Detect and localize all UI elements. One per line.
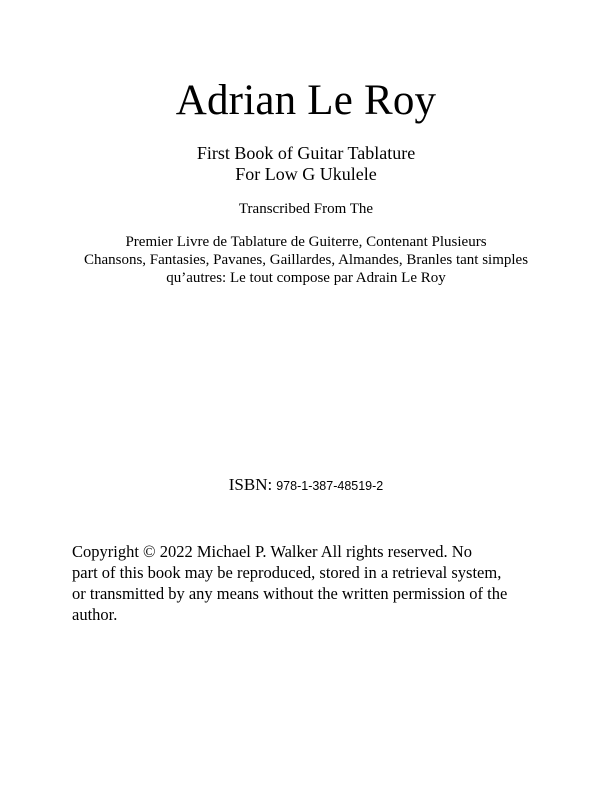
copyright-line-3: or transmitted by any means without the written permission of the — [72, 584, 508, 603]
copyright-line-4: author. — [72, 605, 118, 624]
book-author-title: Adrian Le Roy — [175, 77, 437, 124]
transcribed-from-label: Transcribed From The — [238, 201, 374, 217]
isbn-label: ISBN: — [228, 475, 273, 494]
isbn-line — [0, 475, 612, 496]
source-title-line-3: qu’autres: Le tout compose par Adrain Le Roy — [166, 270, 446, 286]
copyright-line-1: Copyright © 2022 Michael P. Walker All rights reserved. No — [72, 542, 472, 561]
isbn-number: 978-1-387-48519-2 — [276, 479, 384, 493]
book-subtitle-line-1: First Book of Guitar Tablature — [196, 143, 416, 163]
book-subtitle-line-2: For Low G Ukulele — [235, 164, 377, 184]
source-title-line-2: Chansons, Fantasies, Pavanes, Gaillardes, Almandes, Branles tant simples — [83, 252, 529, 268]
source-title-line-1: Premier Livre de Tablature de Guiterre, Contenant Plusieurs — [125, 234, 487, 250]
copyright-line-2: part of this book may be reproduced, stored in a retrieval system, — [72, 563, 502, 582]
